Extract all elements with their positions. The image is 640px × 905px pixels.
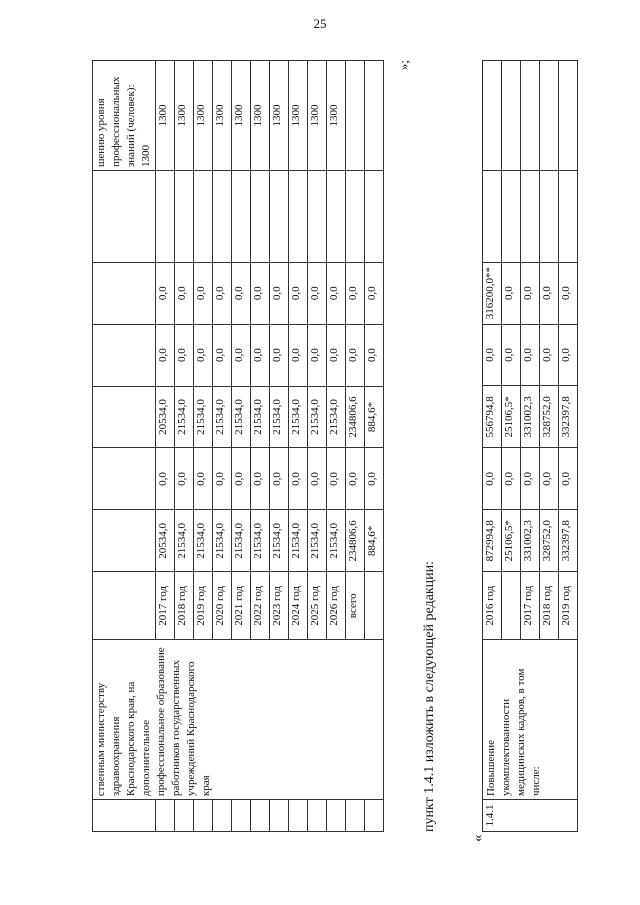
empty-cell <box>521 61 540 171</box>
code-cell <box>270 800 289 832</box>
data-cell: 0,0 <box>232 448 251 510</box>
empty-cell <box>93 572 156 640</box>
data-cell: 21534,0 <box>213 510 232 572</box>
data-cell: 0,0 <box>308 262 327 324</box>
data-cell: 21534,0 <box>289 386 308 448</box>
empty-cell <box>559 61 578 171</box>
data-cell: 556794,8 <box>483 386 502 448</box>
total-label: всего <box>346 572 365 640</box>
empty-cell <box>346 171 365 263</box>
indicator-text: шению уровня профессиональных знаний (человек): 1300 <box>93 61 156 171</box>
data-cell: 0,0 <box>540 262 559 324</box>
empty-cell <box>289 171 308 263</box>
data-cell: 0,0 <box>213 262 232 324</box>
data-cell: 0,0 <box>327 448 346 510</box>
data-cell: 21534,0 <box>251 386 270 448</box>
total-cell: 0,0 <box>346 448 365 510</box>
empty-cell <box>232 171 251 263</box>
data-cell: 0,0 <box>156 448 175 510</box>
indicator-value: 1300 <box>232 61 251 171</box>
data-cell: 0,0 <box>521 324 540 386</box>
indicator-value: 1300 <box>308 61 327 171</box>
instruction-text: пункт 1.4.1 изложить в следующей редакции: <box>422 561 437 832</box>
data-cell: 0,0 <box>289 324 308 386</box>
data-cell: 21534,0 <box>232 510 251 572</box>
data-cell <box>502 572 521 640</box>
indicator-value: 1300 <box>156 61 175 171</box>
indicator-value: 1300 <box>213 61 232 171</box>
indicator-value: 1300 <box>175 61 194 171</box>
data-cell: 0,0 <box>521 448 540 510</box>
data-cell: 2026 год <box>327 572 346 640</box>
total-cell: 234806,6 <box>346 510 365 572</box>
empty-cell <box>175 171 194 263</box>
table-row <box>483 61 502 832</box>
data-cell: 0,0 <box>559 324 578 386</box>
data-cell: 0,0 <box>327 324 346 386</box>
code-cell <box>308 800 327 832</box>
data-cell: 0,0 <box>251 262 270 324</box>
empty-cell <box>93 262 156 324</box>
data-cell: 21534,0 <box>175 510 194 572</box>
data-cell: 21534,0 <box>251 510 270 572</box>
data-cell: 21534,0 <box>270 386 289 448</box>
data-cell: 0,0 <box>213 448 232 510</box>
total-cell: 884,6* <box>365 386 384 448</box>
data-cell: 0,0 <box>308 448 327 510</box>
data-cell: 0,0 <box>251 448 270 510</box>
data-cell: 0,0 <box>559 262 578 324</box>
data-cell: 21534,0 <box>327 386 346 448</box>
code-cell <box>289 800 308 832</box>
data-cell: 20534,0 <box>156 386 175 448</box>
data-cell: 328752,0 <box>540 510 559 572</box>
data-cell: 21534,0 <box>232 386 251 448</box>
total-cell: 0,0 <box>346 262 365 324</box>
empty-cell <box>521 170 540 262</box>
table-row <box>93 61 156 832</box>
data-cell: 0,0 <box>194 448 213 510</box>
closing-mark: »; <box>396 60 411 71</box>
data-cell: 0,0 <box>175 324 194 386</box>
rotated-sheet <box>92 60 600 842</box>
empty-cell <box>365 61 384 171</box>
page-number: 25 <box>313 16 327 31</box>
data-cell: 21534,0 <box>175 386 194 448</box>
data-cell: 328752,0 <box>540 386 559 448</box>
data-cell: 0,0 <box>540 324 559 386</box>
data-cell: 2021 год <box>232 572 251 640</box>
data-cell: 0,0 <box>270 262 289 324</box>
data-cell: 0,0 <box>327 262 346 324</box>
data-cell: 2020 год <box>213 572 232 640</box>
data-cell: 21534,0 <box>327 510 346 572</box>
data-cell: 2024 год <box>289 572 308 640</box>
data-cell: 21534,0 <box>289 510 308 572</box>
empty-cell <box>194 171 213 263</box>
data-cell: 331002,3 <box>521 386 540 448</box>
data-cell: 21534,0 <box>308 510 327 572</box>
data-cell: 2017 год <box>521 572 540 640</box>
data-cell: 21534,0 <box>308 386 327 448</box>
data-cell: 316200,0** <box>483 262 502 324</box>
code-cell <box>327 800 346 832</box>
indicator-value: 1300 <box>270 61 289 171</box>
data-cell: 0,0 <box>232 324 251 386</box>
upper-table <box>92 60 384 832</box>
empty-cell <box>93 386 156 448</box>
data-cell: 21534,0 <box>194 386 213 448</box>
lower-table <box>482 60 578 832</box>
data-cell: 0,0 <box>251 324 270 386</box>
total-cell: 234806,6 <box>346 386 365 448</box>
data-cell: 2019 год <box>559 572 578 640</box>
measure-description: Повышение укомплектованности медицинских кадров, в том числе: <box>483 640 578 800</box>
empty-cell <box>483 170 502 262</box>
empty-cell <box>93 510 156 572</box>
empty-cell <box>559 170 578 262</box>
data-cell: 2022 год <box>251 572 270 640</box>
data-cell: 2025 год <box>308 572 327 640</box>
data-cell: 21534,0 <box>194 510 213 572</box>
empty-cell <box>365 572 384 640</box>
data-cell: 0,0 <box>175 448 194 510</box>
measure-code: 1.4.1 <box>483 800 578 832</box>
code-cell <box>346 800 365 832</box>
empty-cell <box>346 61 365 171</box>
data-cell: 0,0 <box>521 262 540 324</box>
data-cell: 0,0 <box>289 448 308 510</box>
code-cell <box>156 800 175 832</box>
code-cell <box>232 800 251 832</box>
empty-cell <box>365 171 384 263</box>
data-cell: 2019 год <box>194 572 213 640</box>
data-cell: 0,0 <box>270 448 289 510</box>
empty-cell <box>540 61 559 171</box>
opening-mark: « <box>470 834 486 842</box>
data-cell: 2017 год <box>156 572 175 640</box>
empty-cell <box>327 171 346 263</box>
code-cell <box>194 800 213 832</box>
data-cell: 0,0 <box>175 262 194 324</box>
data-cell: 0,0 <box>270 324 289 386</box>
data-cell: 25106,5* <box>502 386 521 448</box>
data-cell: 2023 год <box>270 572 289 640</box>
data-cell: 21534,0 <box>213 386 232 448</box>
code-cell <box>365 800 384 832</box>
measure-description: ственным министерству здравоохранения Краснодарского края, на дополнительное профессиональное образование работников государственных учреждений Краснодарского края <box>93 640 384 800</box>
data-cell: 2016 год <box>483 572 502 640</box>
empty-cell <box>213 171 232 263</box>
total-cell: 884,6* <box>365 510 384 572</box>
empty-cell <box>156 171 175 263</box>
empty-cell <box>502 170 521 262</box>
data-cell: 872994,8 <box>483 510 502 572</box>
indicator-value: 1300 <box>327 61 346 171</box>
indicator-value: 1300 <box>251 61 270 171</box>
data-cell: 2018 год <box>175 572 194 640</box>
data-cell: 0,0 <box>483 448 502 510</box>
code-cell <box>93 800 156 832</box>
data-cell: 0,0 <box>213 324 232 386</box>
total-cell: 0,0 <box>365 262 384 324</box>
data-cell: 0,0 <box>502 324 521 386</box>
data-cell: 0,0 <box>308 324 327 386</box>
empty-cell <box>540 170 559 262</box>
data-cell: 0,0 <box>502 262 521 324</box>
total-cell: 0,0 <box>365 324 384 386</box>
data-cell: 332397,8 <box>559 510 578 572</box>
empty-cell <box>251 171 270 263</box>
indicator-value: 1300 <box>289 61 308 171</box>
data-cell: 21534,0 <box>270 510 289 572</box>
empty-cell <box>308 171 327 263</box>
data-cell: 0,0 <box>483 324 502 386</box>
indicator-value: 1300 <box>194 61 213 171</box>
data-cell: 0,0 <box>289 262 308 324</box>
code-cell <box>213 800 232 832</box>
data-cell: 332397,8 <box>559 386 578 448</box>
data-cell: 0,0 <box>156 324 175 386</box>
empty-cell <box>93 324 156 386</box>
data-cell: 0,0 <box>194 324 213 386</box>
data-cell: 20534,0 <box>156 510 175 572</box>
empty-cell <box>483 61 502 171</box>
empty-cell <box>93 448 156 510</box>
data-cell: 0,0 <box>559 448 578 510</box>
empty-cell <box>93 171 156 263</box>
empty-cell <box>502 61 521 171</box>
total-cell: 0,0 <box>365 448 384 510</box>
data-cell: 0,0 <box>502 448 521 510</box>
data-cell: 0,0 <box>232 262 251 324</box>
total-cell: 0,0 <box>346 324 365 386</box>
data-cell: 0,0 <box>156 262 175 324</box>
data-cell: 2018 год <box>540 572 559 640</box>
data-cell: 25106,5* <box>502 510 521 572</box>
data-cell: 0,0 <box>540 448 559 510</box>
code-cell <box>251 800 270 832</box>
code-cell <box>175 800 194 832</box>
empty-cell <box>270 171 289 263</box>
data-cell: 0,0 <box>194 262 213 324</box>
data-cell: 331002,3 <box>521 510 540 572</box>
